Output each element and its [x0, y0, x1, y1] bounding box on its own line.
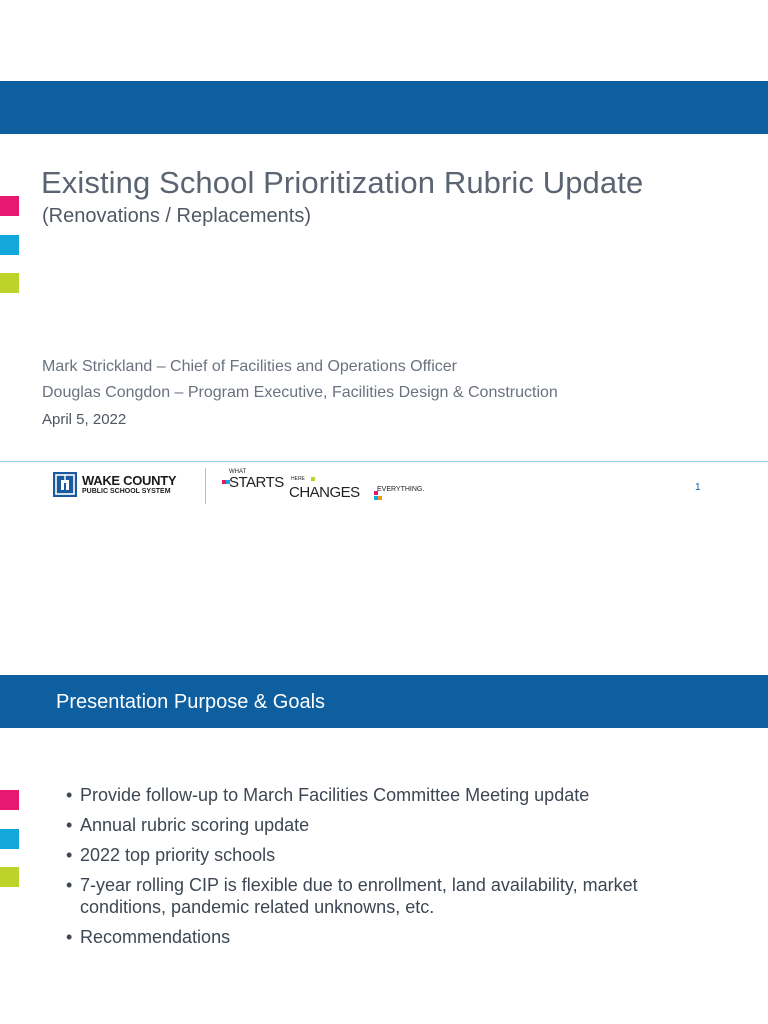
bullet-icon: • [66, 845, 73, 865]
footer-divider [0, 461, 768, 462]
slide-title: Presentation Purpose & Goals [56, 691, 326, 713]
tagline-what: WHAT [229, 469, 247, 475]
presenter-1: Mark Strickland – Chief of Facilities and Operations Officer [42, 358, 457, 375]
accent-square-lime [0, 273, 19, 293]
page-number: 1 [695, 482, 701, 493]
bullet-icon: • [66, 785, 73, 805]
bullet-icon: • [66, 927, 73, 947]
accent-square-pink [0, 196, 19, 216]
list-item: • 2022 top priority schools [66, 845, 276, 865]
list-item: • Recommendations [66, 927, 231, 947]
slide-title: Existing School Prioritization Rubric Update [41, 165, 644, 200]
logo-divider [205, 468, 206, 504]
accent-square-cyan [0, 235, 19, 255]
purpose-goals-slide [0, 600, 768, 1024]
accent-square-lime [0, 867, 19, 887]
logo-text-public-school-system: PUBLIC SCHOOL SYSTEM [82, 488, 171, 495]
bullet-icon: • [66, 875, 73, 895]
goals-list [66, 784, 746, 956]
presentation-date: April 5, 2022 [42, 411, 127, 428]
school-building-icon [53, 472, 77, 497]
bullet-icon: • [66, 815, 73, 835]
accent-square-pink [0, 790, 19, 810]
tagline-here: HERE [291, 476, 305, 482]
presenter-2: Douglas Congdon – Program Executive, Facilities Design & Construction [42, 384, 558, 401]
header-band [0, 81, 768, 134]
list-item: • Provide follow-up to March Facilities Committee Meeting update [66, 785, 590, 805]
tagline-dot-orange [378, 496, 382, 500]
list-item: • 7-year rolling CIP is flexible due to enrollment, land availability, market conditions, pandemic related unknowns, etc. [66, 875, 638, 917]
tagline-everything: EVERYTHING. [377, 486, 425, 493]
tagline-starts: STARTS [229, 474, 284, 491]
title-band [0, 675, 768, 728]
list-item: • Annual rubric scoring update [66, 815, 310, 835]
accent-square-cyan [0, 829, 19, 849]
logo-text-wake-county: WAKE COUNTY [82, 473, 177, 488]
tagline-dot-lime [311, 477, 315, 481]
tagline-changes: CHANGES [289, 484, 360, 501]
slide-subtitle: (Renovations / Replacements) [42, 205, 312, 227]
